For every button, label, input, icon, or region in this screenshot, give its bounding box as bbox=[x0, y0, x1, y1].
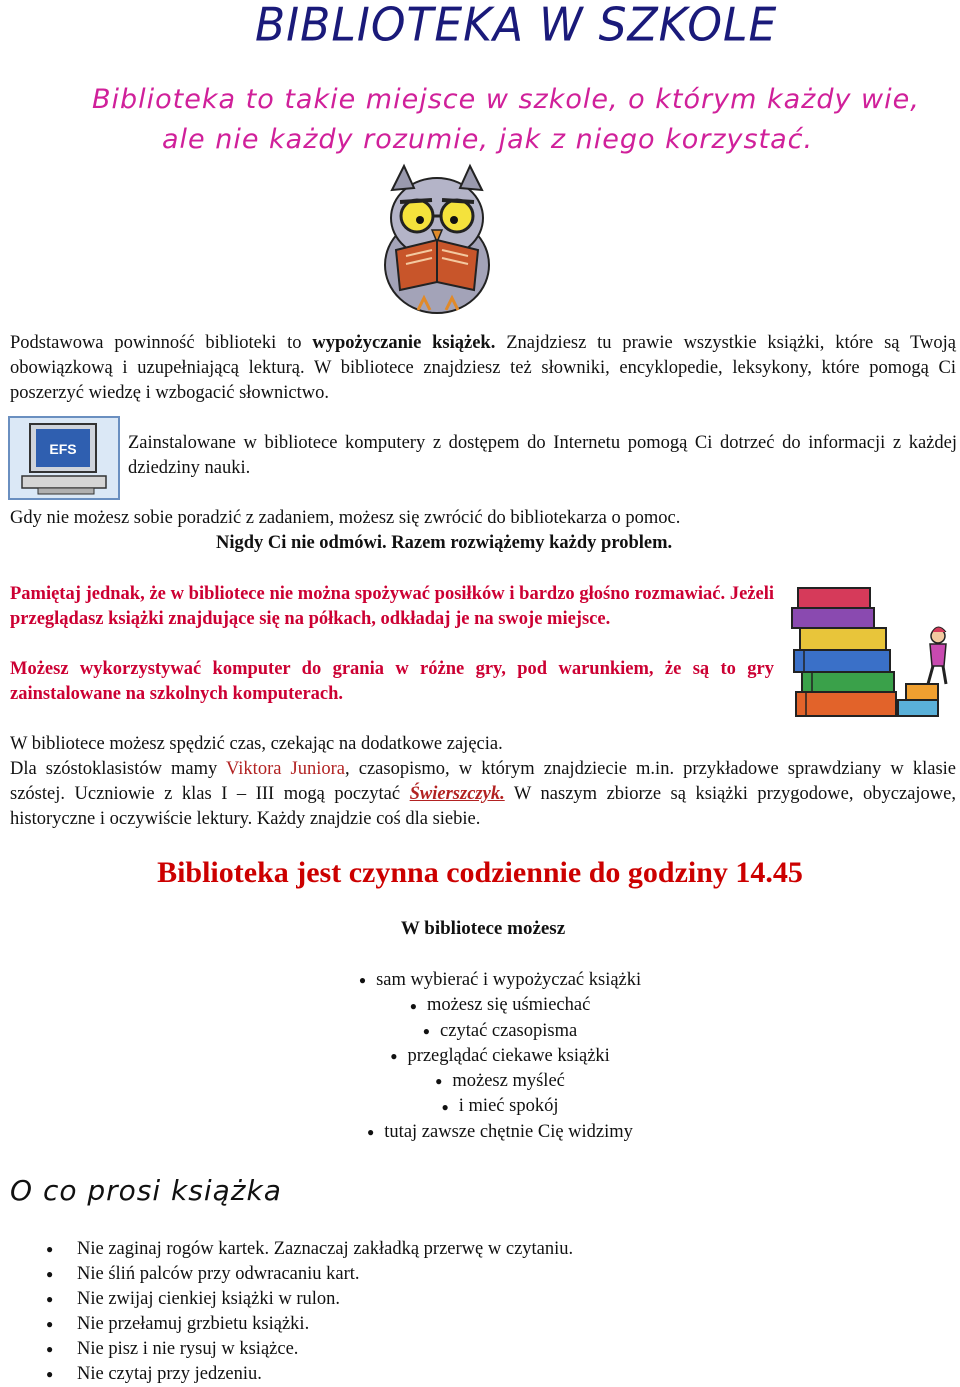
book-asks-item bbox=[10, 1337, 950, 1362]
can-list-item-text: możesz myśleć bbox=[452, 1071, 565, 1091]
book-asks-list bbox=[10, 1237, 950, 1387]
book-asks-item-text: Nie zaginaj rogów kartek. Zaznaczaj zakładką przerwę w czytaniu. bbox=[77, 1239, 574, 1259]
can-heading: W bibliotece możesz bbox=[400, 918, 566, 939]
can-list-item-text: przeglądać ciekawe książki bbox=[407, 1045, 610, 1066]
rules-line-1: Pamiętaj jednak, że w bibliotece nie można spożywać posiłków i bardzo głośno rozmawiać. bbox=[10, 584, 726, 604]
viktor-junior-highlight: Viktora Juniora bbox=[226, 759, 346, 779]
opening-hours: Biblioteka jest czynna codziennie do godziny 14.45 bbox=[157, 856, 803, 889]
bullet-icon: ● bbox=[390, 1049, 398, 1063]
intro-text-1: Podstawowa powinność biblioteki to bbox=[10, 333, 313, 353]
bullet-icon: ● bbox=[367, 1124, 375, 1139]
book-asks-item bbox=[10, 1312, 950, 1337]
rules-line-2: Jeżeli przeglądasz książki znajdujące się na półkach, odkładaj je na swoje miejsce. bbox=[10, 584, 774, 629]
books-stack-illustration bbox=[786, 580, 958, 720]
book-asks-item-text: Nie przełamuj grzbietu książki. bbox=[77, 1314, 310, 1334]
extra-text-b: , czasopismo, w którym znajdziecie m.in. przykładowe sprawdziany w klasie szóstej. Uczniowie z klas I – III mogą poczytać bbox=[10, 759, 956, 804]
bullet-icon: ● bbox=[422, 1023, 431, 1038]
swierszczyk-highlight: Świerszczyk. bbox=[409, 784, 505, 804]
bullet-icon: ● bbox=[46, 1267, 54, 1281]
rules-games: Możesz wykorzystywać komputer do grania w różne gry, pod warunkiem, że są to gry zainstalowane na szkolnych komputerach. bbox=[10, 659, 774, 704]
bullet-icon: ● bbox=[409, 998, 417, 1013]
extra-line-1: W bibliotece możesz spędzić czas, czekając na dodatkowe zajęcia. bbox=[10, 734, 503, 754]
book-asks-item bbox=[10, 1362, 950, 1387]
extra-text-a: Dla szóstoklasistów mamy bbox=[10, 759, 227, 779]
extra-text-c: W naszym zbiorze są książki przygodowe, obyczajowe, historyczne i oczywiście lektury. Każdy znajdzie coś dla siebie. bbox=[10, 784, 956, 829]
can-list-item bbox=[0, 1069, 960, 1094]
computer-efs-icon bbox=[8, 416, 120, 500]
book-asks-item-text: Nie zwijaj cienkiej książki w rulon. bbox=[77, 1289, 341, 1309]
book-asks-item-text: Nie czytaj przy jedzeniu. bbox=[77, 1364, 262, 1384]
can-list-item-text: możesz się uśmiechać bbox=[426, 995, 591, 1016]
can-list-item bbox=[0, 968, 960, 993]
page-title: BIBLIOTEKA W SZKOLE bbox=[255, 0, 778, 53]
can-list-item bbox=[0, 1094, 960, 1119]
help-bold: Nigdy Ci nie odmówi. Razem rozwiążemy każdy problem. bbox=[216, 533, 673, 553]
owl-reading-illustration bbox=[362, 160, 512, 318]
bullet-icon: ● bbox=[358, 973, 367, 988]
efs-logo-text: EFS bbox=[49, 441, 77, 457]
help-text: Gdy nie możesz sobie poradzić z zadaniem, możesz się zwrócić do bibliotekarza o pomoc. bbox=[10, 508, 681, 528]
bullet-icon: ● bbox=[46, 1317, 54, 1331]
can-list-item bbox=[0, 1019, 960, 1044]
book-asks-item bbox=[10, 1237, 950, 1262]
rules-paragraph bbox=[10, 582, 774, 632]
book-asks-item-text: Nie śliń palców przy odwracaniu kart. bbox=[77, 1264, 360, 1284]
bullet-icon: ● bbox=[46, 1242, 54, 1256]
intro-bold: wypożyczanie książek. bbox=[312, 333, 496, 353]
bullet-icon: ● bbox=[46, 1292, 54, 1306]
book-asks-heading: O co prosi książka bbox=[10, 1174, 282, 1207]
can-list-item-text: i mieć spokój bbox=[458, 1096, 559, 1117]
can-list bbox=[0, 968, 960, 1145]
book-asks-item-text: Nie pisz i nie rysuj w książce. bbox=[77, 1339, 299, 1359]
can-list-item bbox=[0, 1044, 960, 1069]
can-list-item bbox=[0, 1120, 960, 1145]
intro-paragraph bbox=[10, 331, 956, 406]
book-asks-item bbox=[10, 1262, 950, 1287]
bullet-icon: ● bbox=[46, 1367, 54, 1381]
tagline-line-1: Biblioteka to takie miejsce w szkole, o którym każdy wie, bbox=[92, 84, 920, 115]
book-asks-item bbox=[10, 1287, 950, 1312]
can-list-item bbox=[0, 993, 960, 1018]
intro-text-2: Znajdziesz tu prawie wszystkie książki, które są Twoją obowiązkową i uzupełniającą lekturą. W bibliotece znajdziesz też słowniki, encyklopedie, leksykony, które pomogą Ci poszerzyć wiedzę i wzbogacić słownictwo. bbox=[10, 333, 956, 403]
bullet-icon: ● bbox=[435, 1074, 443, 1089]
bullet-icon: ● bbox=[46, 1342, 54, 1356]
bullet-icon: ● bbox=[441, 1099, 449, 1114]
extra-paragraph bbox=[10, 757, 956, 832]
can-list-item-text: czytać czasopisma bbox=[440, 1020, 578, 1041]
can-list-item-text: sam wybierać i wypożyczać książki bbox=[376, 970, 642, 990]
computers-paragraph: Zainstalowane w bibliotece komputery z dostępem do Internetu pomogą Ci dotrzeć do informacji z każdej dziedziny nauki. bbox=[128, 433, 957, 478]
can-list-item-text: tutaj zawsze chętnie Cię widzimy bbox=[384, 1121, 633, 1142]
tagline-line-2: ale nie każdy rozumie, jak z niego korzystać. bbox=[162, 124, 814, 155]
